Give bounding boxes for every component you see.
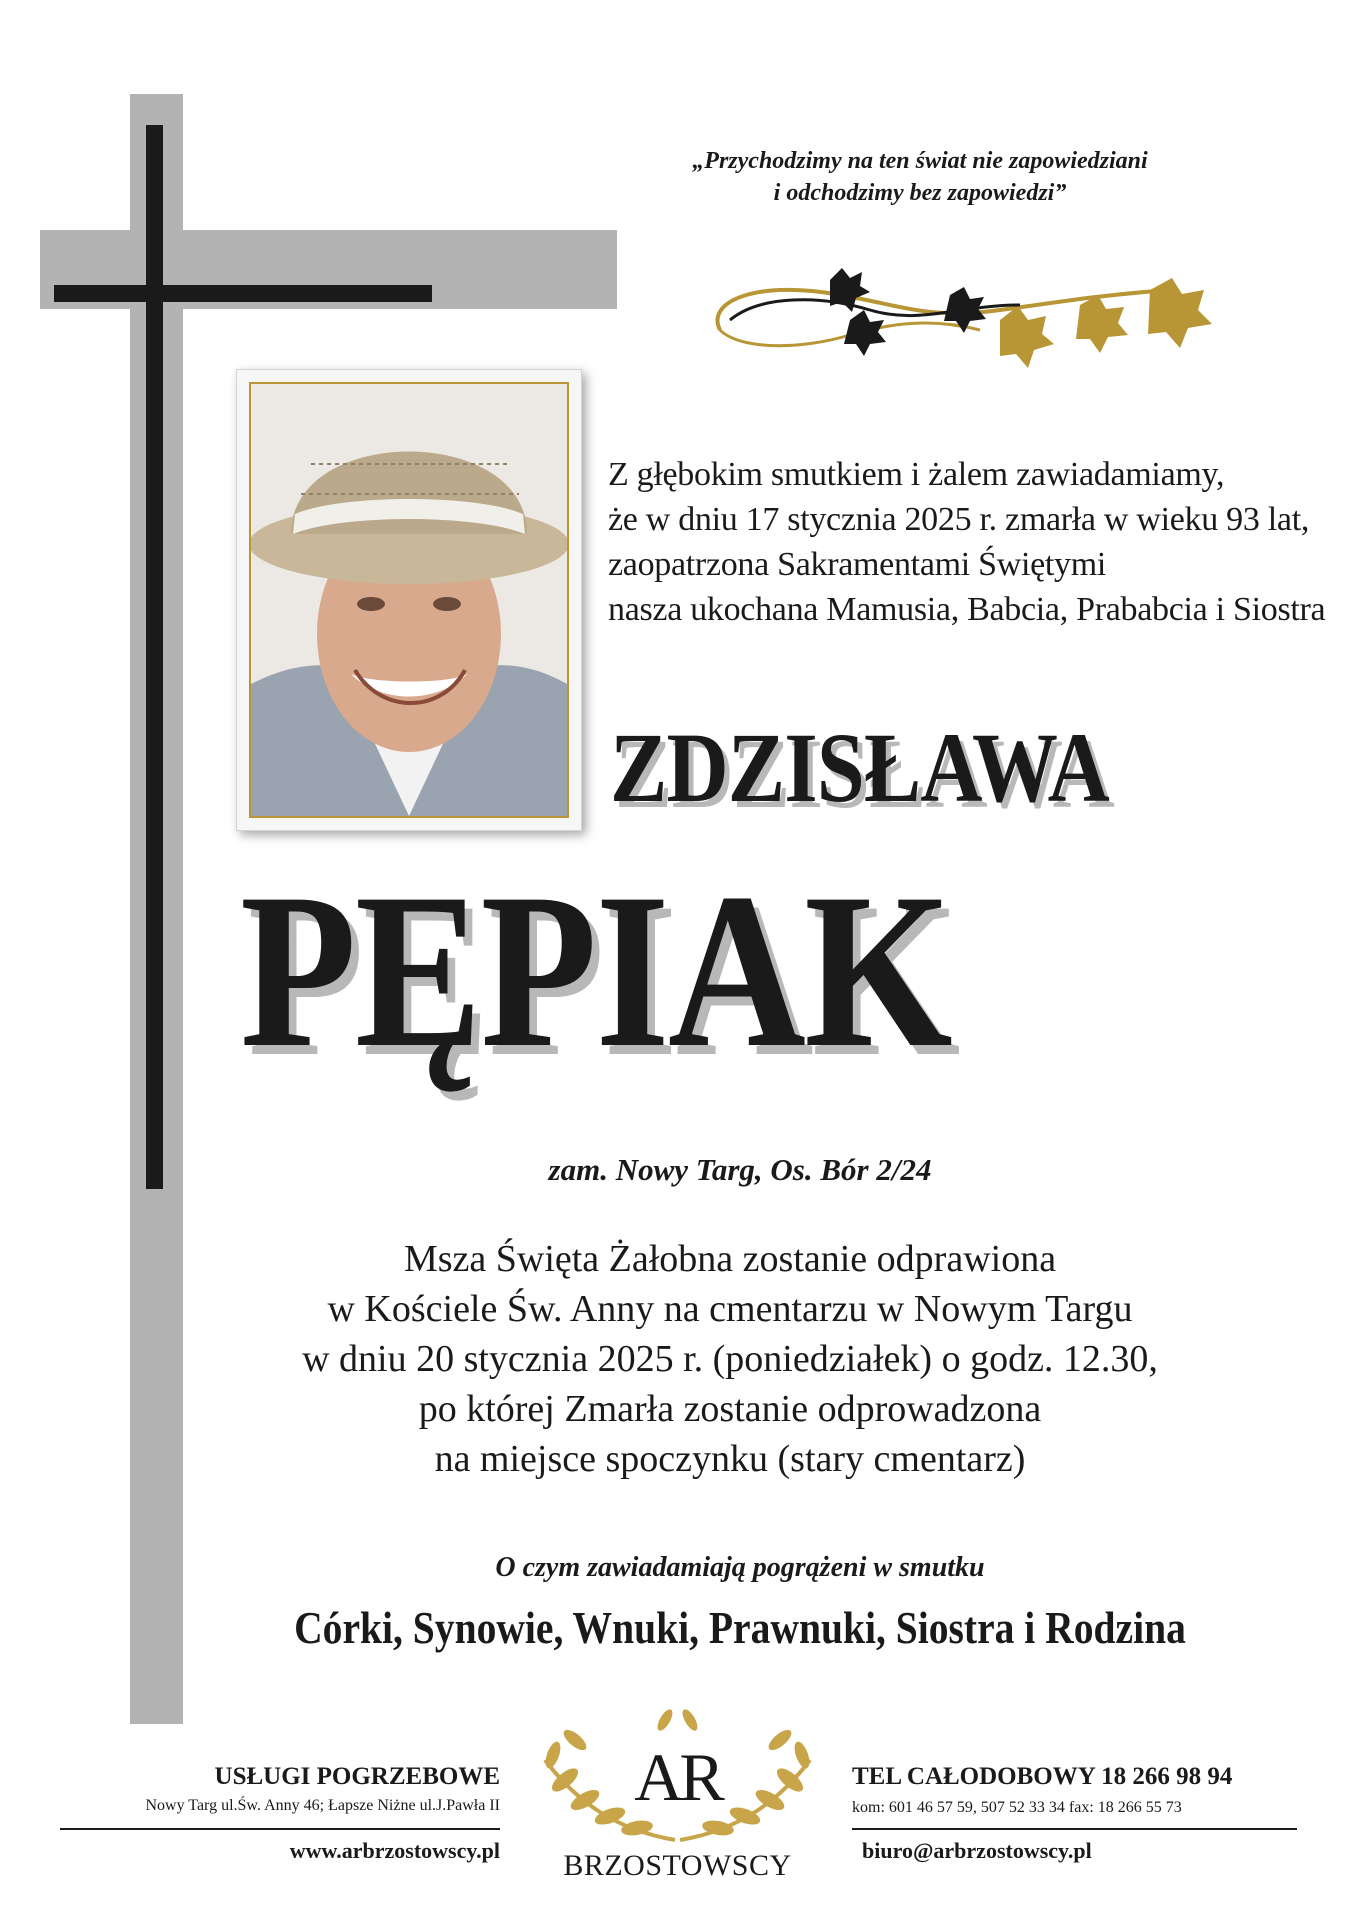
website-link[interactable]: www.arbrzostowscy.pl [289, 1838, 500, 1863]
portrait-frame [236, 369, 582, 831]
company-logo [525, 1700, 830, 1910]
mass-line-4: po której Zmarła zostanie odprowadzona [418, 1388, 1042, 1430]
contact-numbers: kom: 601 46 57 59, 507 52 33 34 fax: 18 266 55 73 [852, 1799, 1182, 1816]
funeral-services-address: Nowy Targ ul.Św. Anny 46; Łapsze Niżne ul.J.Pawła II [145, 1797, 500, 1814]
funeral-mass-details [160, 1234, 1300, 1484]
logo-company-name: BRZOSTOWSCY [563, 1849, 792, 1882]
portrait-photo [249, 382, 569, 818]
announcement-intro [608, 452, 1328, 632]
grapevine-ornament-icon [700, 250, 1240, 380]
deceased-address: zam. Nowy Targ, Os. Bór 2/24 [548, 1152, 932, 1187]
quote-line-2: i odchodzimy bez zapowiedzi” [773, 180, 1067, 206]
mass-line-2: w Kościele Św. Anny na cmentarzu w Nowym Targu [327, 1288, 1133, 1330]
footer-divider-right [852, 1828, 1297, 1830]
quote [560, 145, 1280, 209]
quote-line-1: „Przychodzimy na ten świat nie zapowiedziani [692, 148, 1148, 174]
footer-divider-left [60, 1828, 500, 1830]
intro-line-3: zaopatrzona Sakramentami Świętymi [608, 546, 1107, 583]
email-link[interactable]: biuro@arbrzostowscy.pl [862, 1838, 1092, 1863]
mass-line-3: w dniu 20 stycznia 2025 r. (poniedziałek) o godz. 12.30, [302, 1338, 1158, 1380]
intro-line-1: Z głębokim smutkiem i żalem zawiadamiamy, [608, 456, 1225, 493]
family-list: Córki, Synowie, Wnuki, Prawnuki, Siostra i Rodzina [294, 1602, 1186, 1653]
phone-24h: TEL CAŁODOBOWY 18 266 98 94 [852, 1763, 1233, 1790]
logo-monogram: AR [634, 1739, 721, 1815]
informants-line: O czym zawiadamiają pogrążeni w smutku [495, 1552, 985, 1583]
deceased-surname: PĘPIAK [240, 848, 951, 1094]
cross-bar [54, 285, 432, 302]
mass-line-1: Msza Święta Żałobna zostanie odprawiona [403, 1238, 1057, 1280]
deceased-first-name: ZDZISŁAWA [610, 712, 1109, 823]
intro-line-2: że w dniu 17 stycznia 2025 r. zmarła w wieku 93 lat, [608, 501, 1310, 538]
mass-line-5: na miejsce spoczynku (stary cmentarz) [434, 1438, 1026, 1480]
intro-line-4: nasza ukochana Mamusia, Babcia, Prababcia i Siostra [608, 591, 1326, 628]
funeral-services-title: USŁUGI POGRZEBOWE [214, 1763, 500, 1790]
